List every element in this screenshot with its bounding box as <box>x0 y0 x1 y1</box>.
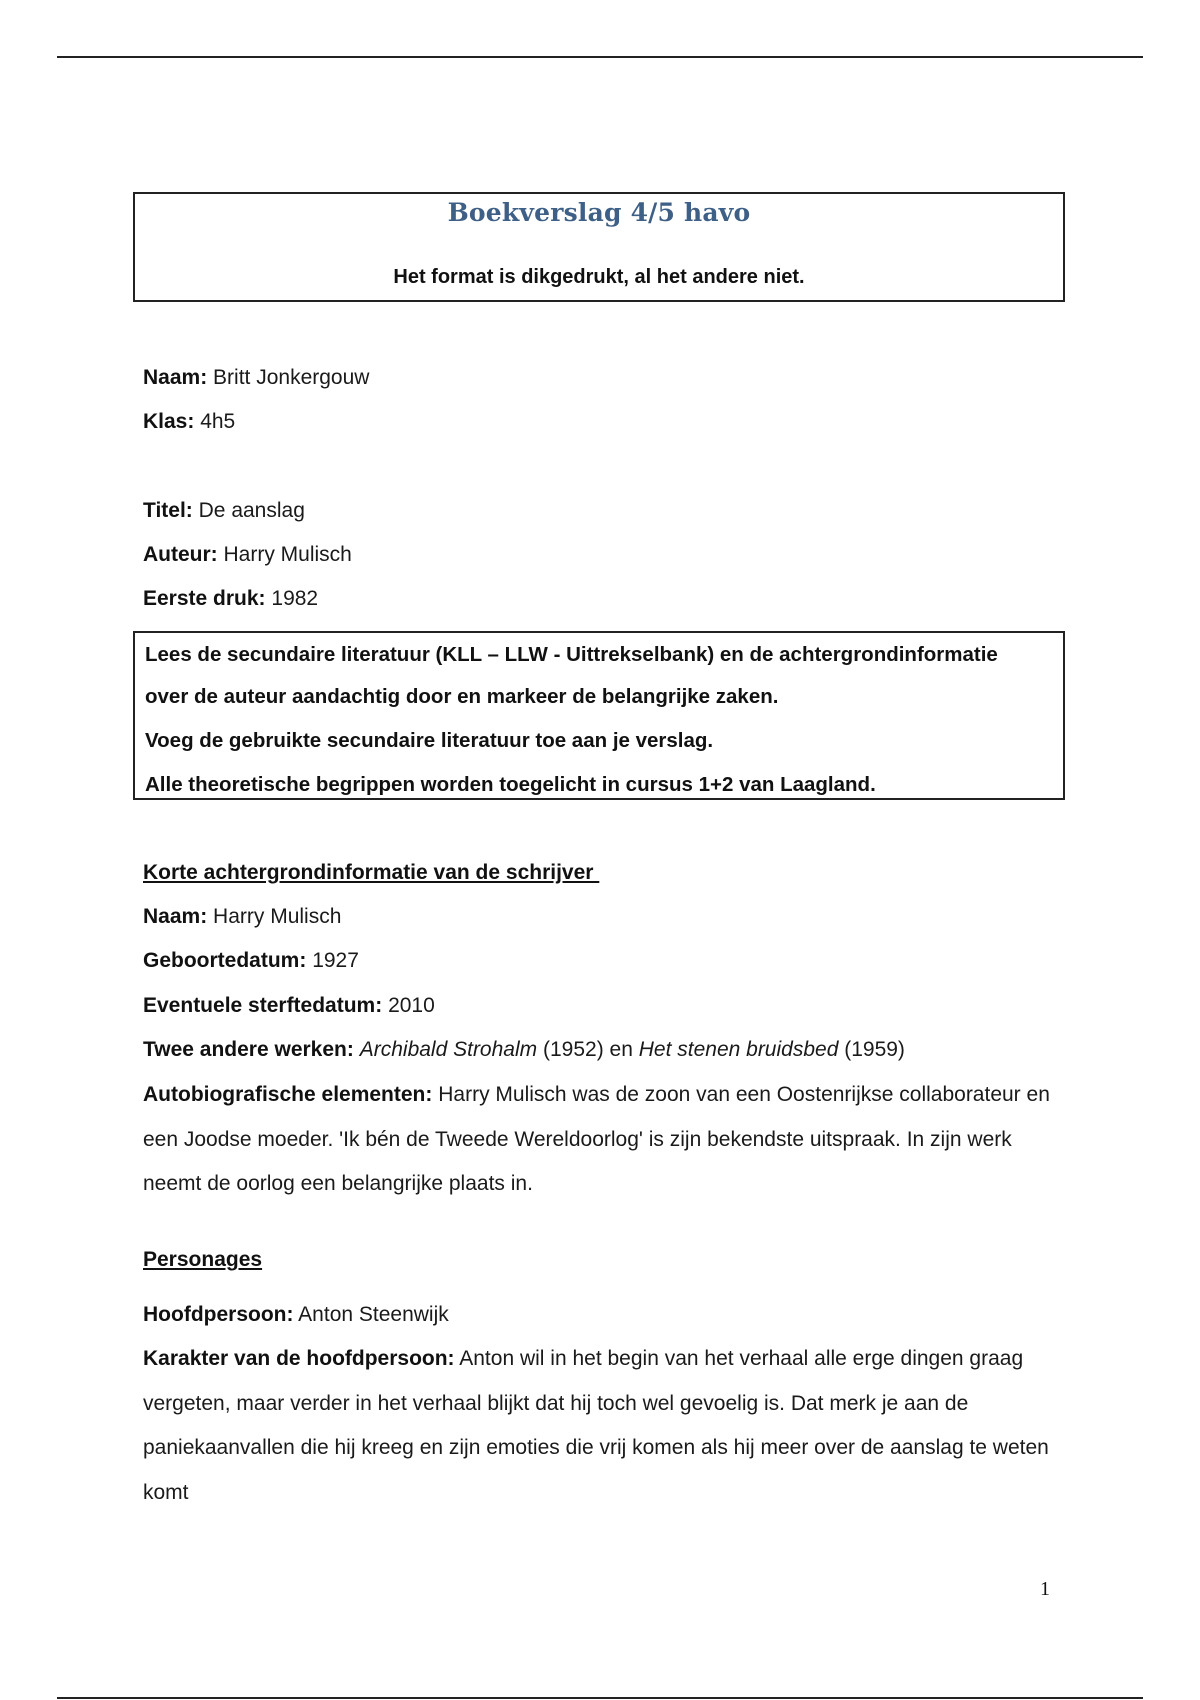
book-author-line <box>143 533 1063 577</box>
author-name-value: Harry Mulisch <box>213 905 342 928</box>
autobio-paragraph <box>143 1073 1065 1207</box>
author-death-value: 2010 <box>388 994 435 1017</box>
author-death-line <box>143 984 1063 1028</box>
instruction-line: over de auteur aandachtig door en markeer de belangrijke zaken. <box>145 685 779 708</box>
autobio-label: Autobiografische elementen: <box>143 1083 433 1106</box>
student-class-label: Klas: <box>143 410 195 433</box>
book-author-label: Auteur: <box>143 543 218 566</box>
book-first-print-label: Eerste druk: <box>143 587 266 610</box>
student-name-value: Britt Jonkergouw <box>213 366 370 389</box>
instruction-line: Alle theoretische begrippen worden toegelicht in cursus 1+2 van Laagland. <box>145 773 876 796</box>
autobio-text: Harry Mulisch was de zoon van een Oostenrijkse collaborateur en een Joodse moeder. 'Ik bén de Tweede Wereldoorlog' is zijn bekendste uitspraak. In zijn werk neemt de oorlog een belangrijke plaats in. <box>143 1083 1050 1195</box>
book-first-print-value: 1982 <box>271 587 319 610</box>
bottom-rule <box>57 1697 1143 1699</box>
student-name-line <box>143 356 1063 400</box>
instruction-line: Lees de secundaire literatuur (KLL – LLW - Uittrekselbank) en de achtergrondinformatie <box>145 643 998 666</box>
title-box <box>133 192 1065 302</box>
student-class-line <box>143 400 1063 444</box>
author-birth-label: Geboortedatum: <box>143 949 307 972</box>
author-section-heading: Korte achtergrondinformatie van de schrijver <box>143 861 600 884</box>
student-class-value: 4h5 <box>200 410 236 433</box>
book-title-value: De aanslag <box>198 499 305 522</box>
instructions-box <box>133 631 1065 800</box>
author-birth-line <box>143 939 1063 983</box>
author-birth-value: 1927 <box>312 949 359 972</box>
author-death-label: Eventuele sterftedatum: <box>143 994 383 1017</box>
characters-section-heading: Personages <box>143 1248 263 1271</box>
document-subtitle: Het format is dikgedrukt, al het andere niet. <box>393 266 805 288</box>
page-number: 1 <box>1040 1578 1050 1600</box>
instruction-line: Voeg de gebruikte secundaire literatuur toe aan je verslag. <box>145 729 714 752</box>
top-rule <box>57 56 1143 58</box>
work-title: Archibald Strohalm <box>359 1038 538 1061</box>
book-author-value: Harry Mulisch <box>223 543 352 566</box>
character-text: Anton wil in het begin van het verhaal alle erge dingen graag vergeten, maar verder in het verhaal blijkt dat hij toch wel gevoelig is. Dat merk je aan de paniekaanvallen die hij kreeg en zijn emoties die vrij komen als hij meer over de aanslag te weten komt <box>143 1347 1049 1504</box>
book-first-print-line <box>143 577 1063 621</box>
character-paragraph <box>143 1337 1065 1515</box>
student-name-label: Naam: <box>143 366 208 389</box>
main-character-value: Anton Steenwijk <box>298 1303 449 1326</box>
work-title: Het stenen bruidsbed <box>638 1038 839 1061</box>
character-label: Karakter van de hoofdpersoon: <box>143 1347 455 1370</box>
author-works-label: Twee andere werken: <box>143 1038 354 1061</box>
book-title-label: Titel: <box>143 499 193 522</box>
main-character-label: Hoofdpersoon: <box>143 1303 294 1326</box>
main-character-line <box>143 1293 1063 1337</box>
document-title: Boekverslag 4/5 havo <box>447 198 751 227</box>
author-works-line <box>143 1028 1063 1072</box>
book-title-line <box>143 489 1063 533</box>
author-name-line <box>143 895 1063 939</box>
author-name-label: Naam: <box>143 905 208 928</box>
work-year: (1952) en <box>542 1038 633 1061</box>
work-year: (1959) <box>844 1038 905 1061</box>
